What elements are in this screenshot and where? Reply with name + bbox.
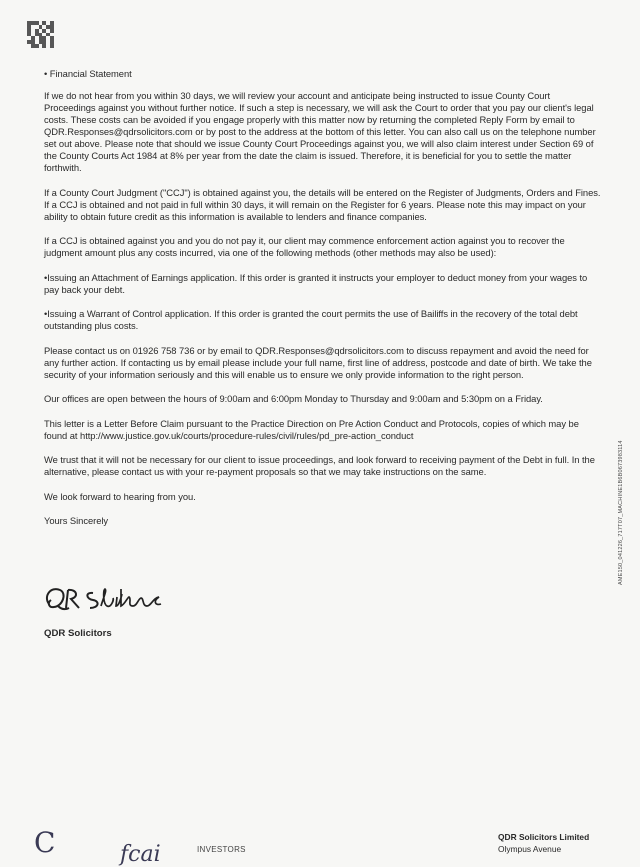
footer-logos bbox=[0, 820, 300, 867]
signature bbox=[41, 584, 166, 614]
firm-name: QDR Solicitors Limited bbox=[498, 832, 590, 842]
qr-code-icon bbox=[27, 21, 54, 48]
paragraph-letter-before-claim: This letter is a Letter Before Claim pursuant to the Practice Direction on Pre Action Conduct and Protocols, copies of which may be found at http://www.justice.gov.uk/courts/procedure-rules/civil/rules/pd_pre-action_conduct bbox=[44, 417, 579, 441]
investors-logo: INVESTORS bbox=[197, 845, 246, 854]
paragraph-contact: Please contact us on 01926 758 736 or by email to QDR.Responses@qdrsolicitors.com to discuss repayment and avoid the need for any further action. If contacting us by email please include your full name, first line of address, postcode and date of birth. We take the security of your information seriously and this will enable us to ensure we only provide information to the right person. bbox=[44, 344, 592, 380]
address-line: Olympus Avenue bbox=[498, 844, 562, 854]
letter-body bbox=[44, 68, 602, 540]
closing: Yours Sincerely bbox=[44, 515, 109, 526]
company-logo-icon: C bbox=[34, 826, 56, 859]
paragraph-proceedings: If we do not hear from you within 30 days, we will review your account and anticipate being instructed to issue County Court Proceedings against you without further notice. If such a step is necessary, we will ask the Court to order that you pay our client's legal costs. These costs can be avoided if you engage properly with this matter now by returning the completed Reply Form by email to QDR.Responses@qdrsolicitors.com or by post to the address at the bottom of this letter. You can also call us on the telephone number set out above. Please note that should we issue County Court Proceedings against you, we will also claim interest under Section 69 of the County Courts Act 1984 at 8% per year from the date the claim is issued. Therefore, it is beneficial for you to settle the matter forthwith. bbox=[44, 90, 596, 173]
paragraph-warrant-of-control: •Issuing a Warrant of Control application. If this order is granted the court permits the use of Bailiffs in the recovery of the total debt outstanding plus costs. bbox=[44, 308, 578, 331]
footer-address bbox=[498, 831, 589, 855]
paragraph-ccj-register: If a County Court Judgment ("CCJ") is obtained against you, the details will be entered on the Register of Judgments, Orders and Fines. If a CCJ is obtained and not paid in full within 30 days, it will remain on the Register for 6 years. Please note this may impact on your ability to obtain future credit as this information is available to lenders and finance companies. bbox=[44, 186, 601, 222]
side-reference: AME150_041226_717T07_MACHINE1B6B0673983114 bbox=[618, 440, 624, 585]
paragraph-repayment: We trust that it will not be necessary for our client to issue proceedings, and look forward to receiving payment of the Debt in full. In the alternative, please contact us with your re-payment proposals so that we may take instructions on the same. bbox=[44, 454, 595, 477]
signatory-name: QDR Solicitors bbox=[44, 628, 112, 639]
accreditation-logo: fcai bbox=[120, 842, 161, 867]
paragraph-office-hours: Our offices are open between the hours of 9:00am and 6:00pm Monday to Thursday and 9:00am and 5:30pm on a Friday. bbox=[44, 393, 543, 404]
bullet-heading: • Financial Statement bbox=[44, 68, 132, 79]
paragraph-enforcement: If a CCJ is obtained against you and you do not pay it, our client may commence enforcement action against you to recover the judgment amount plus any costs incurred, via one of the following methods (other methods may also be used): bbox=[44, 235, 565, 258]
paragraph-attachment-of-earnings: •Issuing an Attachment of Earnings application. If this order is granted it instructs your employer to deduct money from your wages to pay back your debt. bbox=[44, 271, 588, 295]
paragraph-look-forward: We look forward to hearing from you. bbox=[44, 490, 196, 502]
